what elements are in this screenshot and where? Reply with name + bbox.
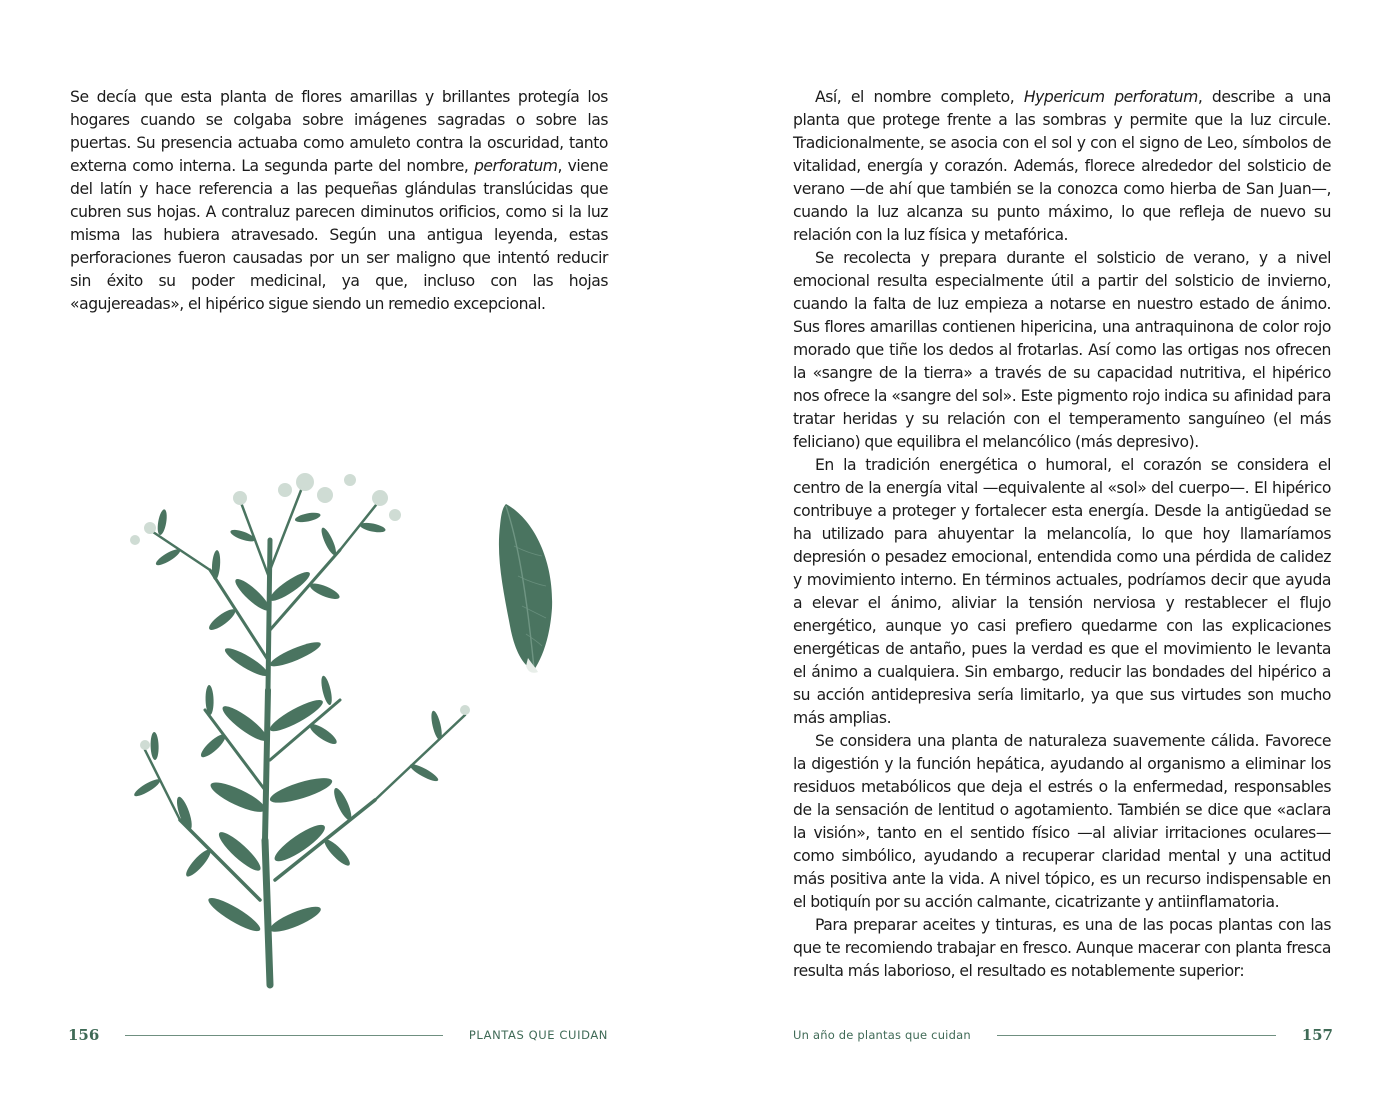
text-run: Se recolecta y prepara durante el solsticio de verano, y a nivel emocional resulta especialmente útil a partir del solsticio de invierno, cuando la falta de luz empieza a notarse en nuestro estado de ánimo. Sus flores amarillas contienen hipericina, una antraquinona de color rojo morado que tiñe los dedos al frotarlas. Así como las ortigas nos ofrecen la «sangre de la tierra» a través de su capacidad nutritiva, el hipérico nos ofrece la «sangre del sol». Este pigmento rojo indica su afinidad para tratar heridas y su relación con el temperamento sanguíneo (el más feliciano) que equilibra el melancólico (más depresivo). — [793, 249, 1331, 451]
italic-term: Hypericum perforatum — [1023, 88, 1198, 106]
body-paragraph — [793, 914, 1331, 983]
text-run: Para preparar aceites y tinturas, es una de las pocas plantas con las que te recomiendo trabajar en fresco. Aunque macerar con planta fresca resulta más laborioso, el resultado es notablemente superior: — [793, 916, 1331, 980]
running-head: Un año de plantas que cuidan — [793, 1028, 971, 1042]
right-page — [700, 0, 1400, 1114]
footer-rule — [997, 1035, 1276, 1036]
italic-term: perforatum — [473, 157, 558, 175]
page-number: 156 — [68, 1026, 100, 1044]
right-page-footer — [793, 1022, 1333, 1048]
right-page-body-text — [793, 86, 1331, 983]
page-number: 157 — [1301, 1026, 1333, 1044]
text-run: , describe a una planta que protege frente a las sombras y permite que la luz circule. Tradicionalmente, se asocia con el sol y con el signo de Leo, símbolos de vitalidad, energía y corazón. Además, florece alrededor del solsticio de verano —de ahí que también se la conozca como hierba de San Juan—, cuando la luz alcanza su punto máximo, lo que refleja de nuevo su relación con la luz física y metafórica. — [793, 88, 1331, 244]
running-head: PLANTAS QUE CUIDAN — [468, 1028, 608, 1042]
body-paragraph — [793, 247, 1331, 454]
text-run: Así, el nombre completo, — [815, 88, 1024, 106]
text-run: En la tradición energética o humoral, el corazón se considera el centro de la energía vital —equivalente al «sol» del cuerpo—. El hipérico contribuye a proteger y fortalecer esta energía. Desde la antigüedad se ha utilizado para ahuyentar la melancolía, lo que hoy llamaríamos depresión o pesadez emocional, entendida como una pérdida de calidez y movimiento interno. En términos actuales, podríamos decir que ayuda a elevar el ánimo, aliviar la tensión nerviosa y restablecer el flujo energético, aunque yo casi prefiero quedarme con las explicaciones energéticas de antaño, pues la verdad es que el movimiento le levanta el ánimo a cualquiera. Sin embargo, reducir las bondades del hipérico a su acción antidepresiva sería limitarlo, ya que sus virtudes son mucho más amplias. — [793, 456, 1331, 727]
text-run: Se considera una planta de naturaleza suavemente cálida. Favorece la digestión y la función hepática, ayudando al organismo a eliminar los residuos metabólicos que deja el estrés o la enfermedad, responsables de la sensación de lentitud o agotamiento. También se dice que «aclara la visión», tanto en el sentido físico —al aliviar irritaciones oculares— como simbólico, ayudando a recuperar claridad mental y una actitud más positiva ante la vida. A nivel tópico, es un recurso indispensable en el botiquín por su acción calmante, cicatrizante y antiinflamatoria. — [793, 732, 1331, 911]
left-page-body-text — [70, 86, 608, 316]
text-run: , viene del latín y hace referencia a las pequeñas glándulas translúcidas que cubren sus hojas. A contraluz parecen diminutos orificios, como si la luz misma las hubiera atravesado. Según una antigua leyenda, estas perforaciones fueron causadas por un ser maligno que intentó reducir sin éxito su poder medicinal, ya que, incluso con las hojas «agujereadas», el hipérico sigue siendo un remedio excepcional. — [70, 157, 608, 313]
hypericum-leaf-illustration — [492, 498, 562, 676]
body-paragraph — [793, 454, 1331, 730]
body-paragraph — [793, 86, 1331, 247]
body-paragraph — [70, 86, 608, 316]
body-paragraph — [793, 730, 1331, 914]
footer-rule — [125, 1035, 443, 1036]
left-page-footer — [68, 1022, 608, 1048]
hypericum-plant-illustration — [110, 460, 510, 990]
text-run: Se decía que esta planta de flores amarillas y brillantes protegía los hogares cuando se colgaba sobre imágenes sagradas o sobre las puertas. Su presencia actuaba como amuleto contra la oscuridad, tanto externa como interna. La segunda parte del nombre, — [70, 88, 608, 175]
